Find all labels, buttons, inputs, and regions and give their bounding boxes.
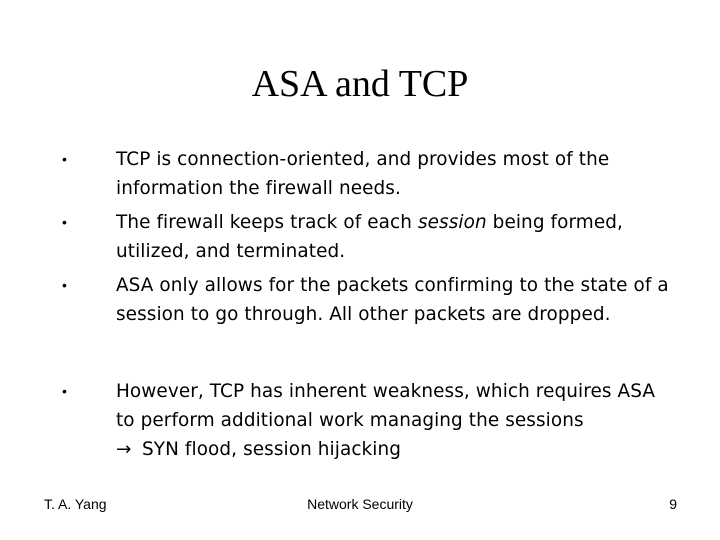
bullet-dot-icon: •: [62, 214, 67, 230]
footer-page-number: 9: [669, 496, 677, 512]
emphasized-term: session: [417, 212, 487, 233]
bullet-text: [116, 377, 676, 464]
bullet-dot-icon: •: [62, 277, 67, 293]
bullet-text: ASA only allows for the packets confirming to the state of a session to go through. All other packets are dropped.: [116, 275, 669, 325]
bullet-dot-icon: •: [62, 151, 67, 167]
bullet-text-start: The firewall keeps track of each: [116, 212, 418, 233]
bullet-dot-icon: •: [62, 383, 67, 399]
bullet-text-end: being formed, utilized, and terminated.: [116, 212, 623, 262]
slide-title: ASA and TCP: [251, 63, 469, 105]
footer-author: T. A. Yang: [44, 496, 107, 512]
bullet-text-main: However, TCP has inherent weakness, which requires ASA to perform additional work managing the sessions: [116, 381, 655, 431]
arrow-right-icon: →: [116, 439, 132, 460]
footer-course: Network Security: [307, 496, 413, 512]
bullet-text: [116, 208, 676, 266]
bullet-subtext: SYN flood, session hijacking: [142, 439, 402, 460]
bullet-text: TCP is connection-oriented, and provides most of the information the firewall needs.: [116, 149, 610, 199]
